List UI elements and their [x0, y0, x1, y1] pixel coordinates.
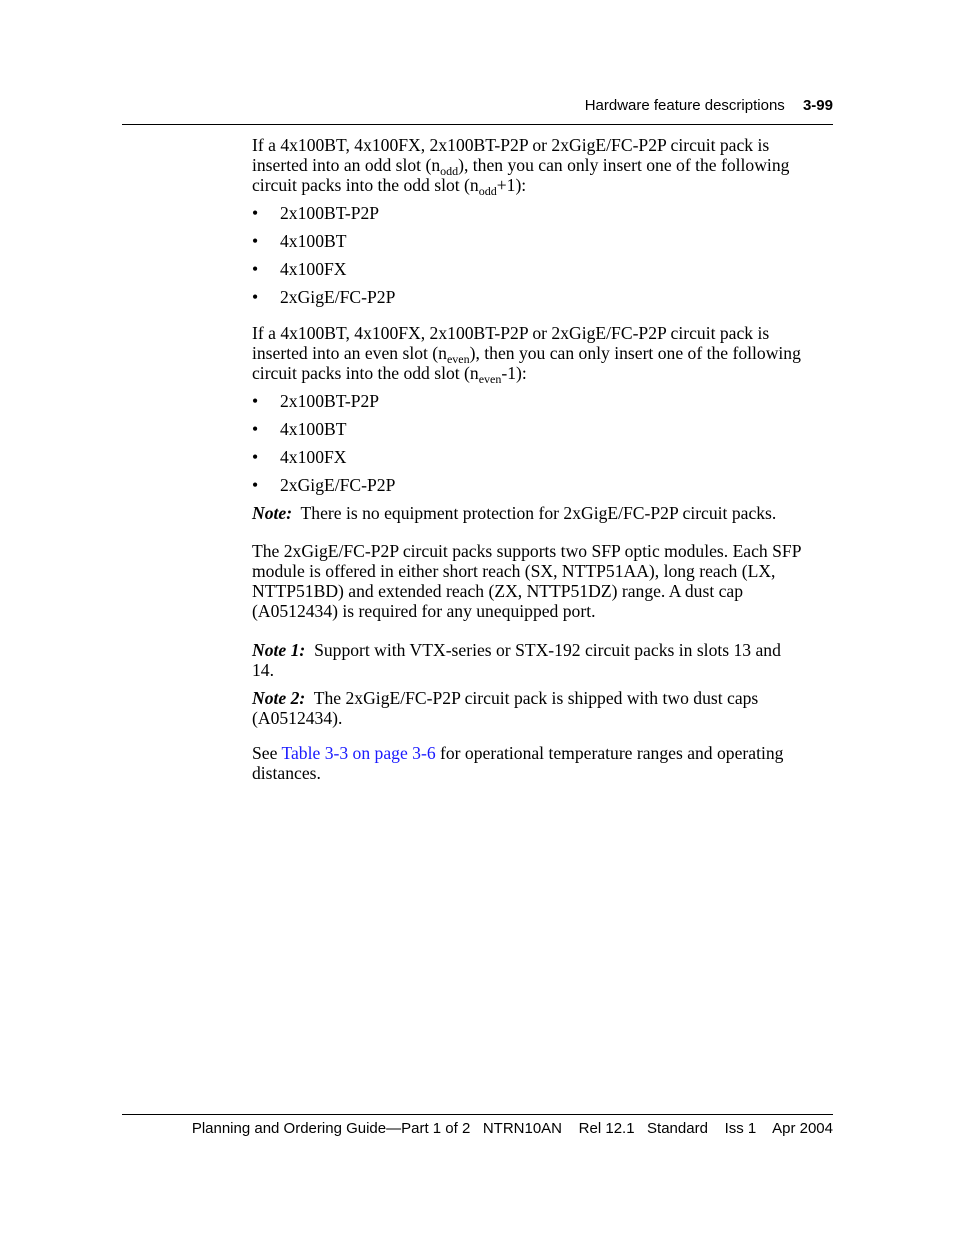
page-body [252, 135, 842, 783]
page-footer: Planning and Ordering Guide—Part 1 of 2 NTRN10AN Rel 12.1 Standard Iss 1 Apr 2004 [191, 1120, 833, 1137]
subscript: odd [440, 164, 459, 178]
bullet-list-even [252, 391, 842, 503]
text-line: NTTP51BD) and extended reach (ZX, NTTP51DZ) range. A dust cap [252, 581, 744, 601]
bullet-icon: • [252, 391, 259, 411]
text-line: ), then you can only insert one of the following [469, 343, 801, 363]
list-item-text: 4x100FX [280, 259, 347, 279]
bullet-icon: • [252, 259, 259, 279]
subscript: odd [478, 184, 497, 198]
bullet-icon: • [252, 419, 259, 439]
paragraph-see-table [252, 743, 842, 783]
paragraph-even-slot [252, 323, 842, 386]
text-line: See [252, 743, 282, 763]
text-line: for operational temperature ranges and operating [435, 743, 784, 763]
note-text: Support with VTX-series or STX-192 circuit packs in slots 13 and [314, 640, 781, 660]
subscript: even [478, 372, 502, 386]
note-label: Note 2: [252, 688, 306, 708]
note-label: Note 1: [252, 640, 306, 660]
note-text: 14. [252, 660, 274, 680]
list-item [252, 259, 842, 287]
list-item-text: 4x100BT [280, 419, 347, 439]
header-section-title: Hardware feature descriptions [584, 97, 785, 114]
text-line: -1): [501, 363, 527, 383]
text-line: The 2xGigE/FC-P2P circuit packs supports two SFP optic modules. Each SFP [252, 541, 802, 561]
text-line: If a 4x100BT, 4x100FX, 2x100BT-P2P or 2xGigE/FC-P2P circuit pack is [252, 323, 770, 343]
note-text: The 2xGigE/FC-P2P circuit pack is shipped with two dust caps [313, 688, 759, 708]
footer-rule [122, 1114, 833, 1115]
list-item [252, 419, 842, 447]
table-reference-link[interactable]: Table 3-3 on page 3-6 [281, 743, 436, 763]
text-line: +1): [496, 175, 527, 195]
list-item-text: 2x100BT-P2P [280, 391, 380, 411]
note-1 [252, 640, 842, 680]
text-line: inserted into an odd slot (n [252, 155, 441, 175]
bullet-icon: • [252, 231, 259, 251]
list-item [252, 475, 842, 503]
text-line: inserted into an even slot (n [252, 343, 447, 363]
bullet-icon: • [252, 447, 259, 467]
text-line: module is offered in either short reach (SX, NTTP51AA), long reach (LX, [252, 561, 776, 581]
bullet-icon: • [252, 475, 259, 495]
subscript: even [446, 352, 470, 366]
text-line: distances. [252, 763, 321, 783]
paragraph-sfp-modules [252, 541, 842, 621]
text-line: ), then you can only insert one of the following [458, 155, 790, 175]
list-item [252, 391, 842, 419]
note-text: There is no equipment protection for 2xGigE/FC-P2P circuit packs. [300, 503, 777, 523]
header-rule [122, 124, 833, 125]
note-equipment-protection [252, 503, 842, 523]
list-item [252, 447, 842, 475]
note-2 [252, 688, 842, 728]
list-item [252, 231, 842, 259]
bullet-list-odd [252, 203, 842, 315]
list-item-text: 4x100BT [280, 231, 347, 251]
text-line: circuit packs into the odd slot (n [252, 363, 479, 383]
paragraph-odd-slot [252, 135, 842, 198]
list-item [252, 203, 842, 231]
text-line: If a 4x100BT, 4x100FX, 2x100BT-P2P or 2xGigE/FC-P2P circuit pack is [252, 135, 770, 155]
bullet-icon: • [252, 203, 259, 223]
note-text: (A0512434). [252, 708, 343, 728]
list-item-text: 2xGigE/FC-P2P [280, 287, 396, 307]
list-item [252, 287, 842, 315]
note-label: Note: [252, 503, 293, 523]
list-item-text: 2x100BT-P2P [280, 203, 380, 223]
list-item-text: 4x100FX [280, 447, 347, 467]
text-line: circuit packs into the odd slot (n [252, 175, 479, 195]
text-line: (A0512434) is required for any unequipped port. [252, 601, 596, 621]
bullet-icon: • [252, 287, 259, 307]
list-item-text: 2xGigE/FC-P2P [280, 475, 396, 495]
page-header [585, 97, 833, 114]
header-page-number: 3-99 [802, 97, 833, 114]
